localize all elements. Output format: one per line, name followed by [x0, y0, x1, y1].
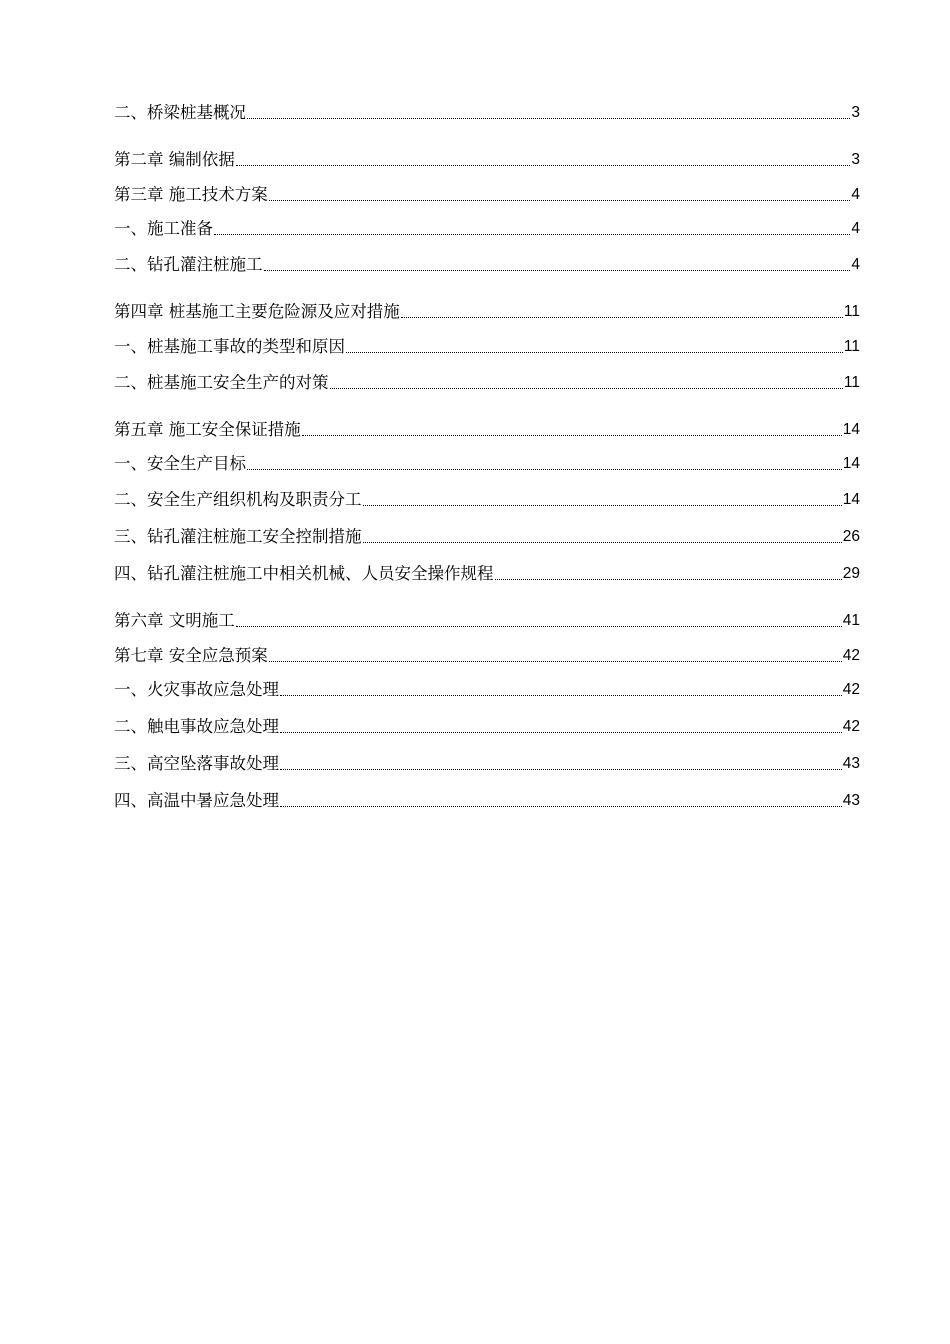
toc-entry-page: 29 — [842, 565, 860, 582]
toc-entry-title: 三、钻孔灌注桩施工安全控制措施 — [114, 527, 362, 546]
toc-entry-title: 一、安全生产目标 — [114, 454, 246, 473]
toc-entry[interactable] — [114, 714, 860, 738]
toc-entry-title: 第六章 文明施工 — [114, 611, 235, 630]
toc-entry[interactable] — [114, 216, 860, 240]
toc-dot-leader — [269, 661, 842, 662]
toc-dot-leader — [269, 200, 851, 201]
toc-entry-page: 42 — [842, 647, 860, 664]
toc-entry-page: 43 — [842, 792, 860, 809]
toc-entry-page: 4 — [851, 186, 860, 203]
toc-entry-title: 二、触电事故应急处理 — [114, 717, 279, 736]
toc-entry-title: 第四章 桩基施工主要危险源及应对措施 — [114, 302, 400, 321]
toc-entry-page: 11 — [843, 338, 860, 355]
toc-entry[interactable] — [114, 252, 860, 276]
toc-dot-leader — [330, 388, 843, 389]
toc-entry-page: 4 — [851, 256, 860, 273]
toc-entry[interactable] — [114, 370, 860, 394]
toc-entry[interactable] — [114, 299, 860, 323]
toc-entry-page: 3 — [851, 151, 860, 168]
toc-entry-title: 二、桥梁桩基概况 — [114, 103, 246, 122]
toc-entry-title: 第二章 编制依据 — [114, 150, 235, 169]
toc-dot-leader — [280, 695, 842, 696]
toc-entry-page: 11 — [843, 303, 860, 320]
toc-entry-page: 3 — [851, 104, 860, 121]
toc-entry[interactable] — [114, 487, 860, 511]
toc-dot-leader — [247, 469, 842, 470]
toc-entry-page: 11 — [843, 374, 860, 391]
toc-entry-page: 14 — [842, 421, 860, 438]
toc-dot-leader — [302, 435, 842, 436]
toc-entry-title: 一、施工准备 — [114, 219, 213, 238]
toc-entry-title: 四、高温中暑应急处理 — [114, 791, 279, 810]
toc-dot-leader — [236, 626, 842, 627]
toc-entry[interactable] — [114, 100, 860, 124]
toc-entry[interactable] — [114, 677, 860, 701]
toc-entry-title: 三、高空坠落事故处理 — [114, 754, 279, 773]
toc-entry-title: 第三章 施工技术方案 — [114, 185, 268, 204]
toc-dot-leader — [264, 270, 851, 271]
toc-entry-title: 四、钻孔灌注桩施工中相关机械、人员安全操作规程 — [114, 564, 494, 583]
toc-dot-leader — [363, 542, 842, 543]
toc-entry-page: 14 — [842, 455, 860, 472]
toc-entry[interactable] — [114, 147, 860, 171]
toc-dot-leader — [495, 579, 842, 580]
toc-dot-leader — [280, 769, 842, 770]
toc-entry-page: 42 — [842, 681, 860, 698]
toc-entry-title: 二、桩基施工安全生产的对策 — [114, 373, 329, 392]
toc-dot-leader — [247, 118, 850, 119]
toc-entry[interactable] — [114, 643, 860, 667]
toc-entry-title: 一、火灾事故应急处理 — [114, 680, 279, 699]
toc-entry-title: 第五章 施工安全保证措施 — [114, 420, 301, 439]
toc-entry[interactable] — [114, 182, 860, 206]
toc-entry-title: 一、桩基施工事故的类型和原因 — [114, 337, 345, 356]
toc-entry[interactable] — [114, 608, 860, 632]
toc-entry[interactable] — [114, 451, 860, 475]
toc-entry-page: 42 — [842, 718, 860, 735]
toc-entry[interactable] — [114, 334, 860, 358]
toc-dot-leader — [280, 732, 842, 733]
toc-entry-page: 43 — [842, 755, 860, 772]
toc-entry[interactable] — [114, 417, 860, 441]
toc-entry-page: 4 — [851, 220, 860, 237]
toc-dot-leader — [401, 317, 843, 318]
toc-entry[interactable] — [114, 751, 860, 775]
toc-entry-title: 二、钻孔灌注桩施工 — [114, 255, 263, 274]
toc-entry-page: 14 — [842, 491, 860, 508]
toc-entry-title: 第七章 安全应急预案 — [114, 646, 268, 665]
toc-dot-leader — [363, 505, 842, 506]
toc-entry[interactable] — [114, 788, 860, 812]
toc-dot-leader — [346, 352, 843, 353]
toc-entry-title: 二、安全生产组织机构及职责分工 — [114, 490, 362, 509]
toc-entry[interactable] — [114, 561, 860, 585]
toc-entry[interactable] — [114, 524, 860, 548]
toc-dot-leader — [280, 806, 842, 807]
toc-dot-leader — [236, 165, 851, 166]
toc-entry-page: 41 — [842, 612, 860, 629]
toc-entry-page: 26 — [842, 528, 860, 545]
toc-dot-leader — [214, 234, 850, 235]
